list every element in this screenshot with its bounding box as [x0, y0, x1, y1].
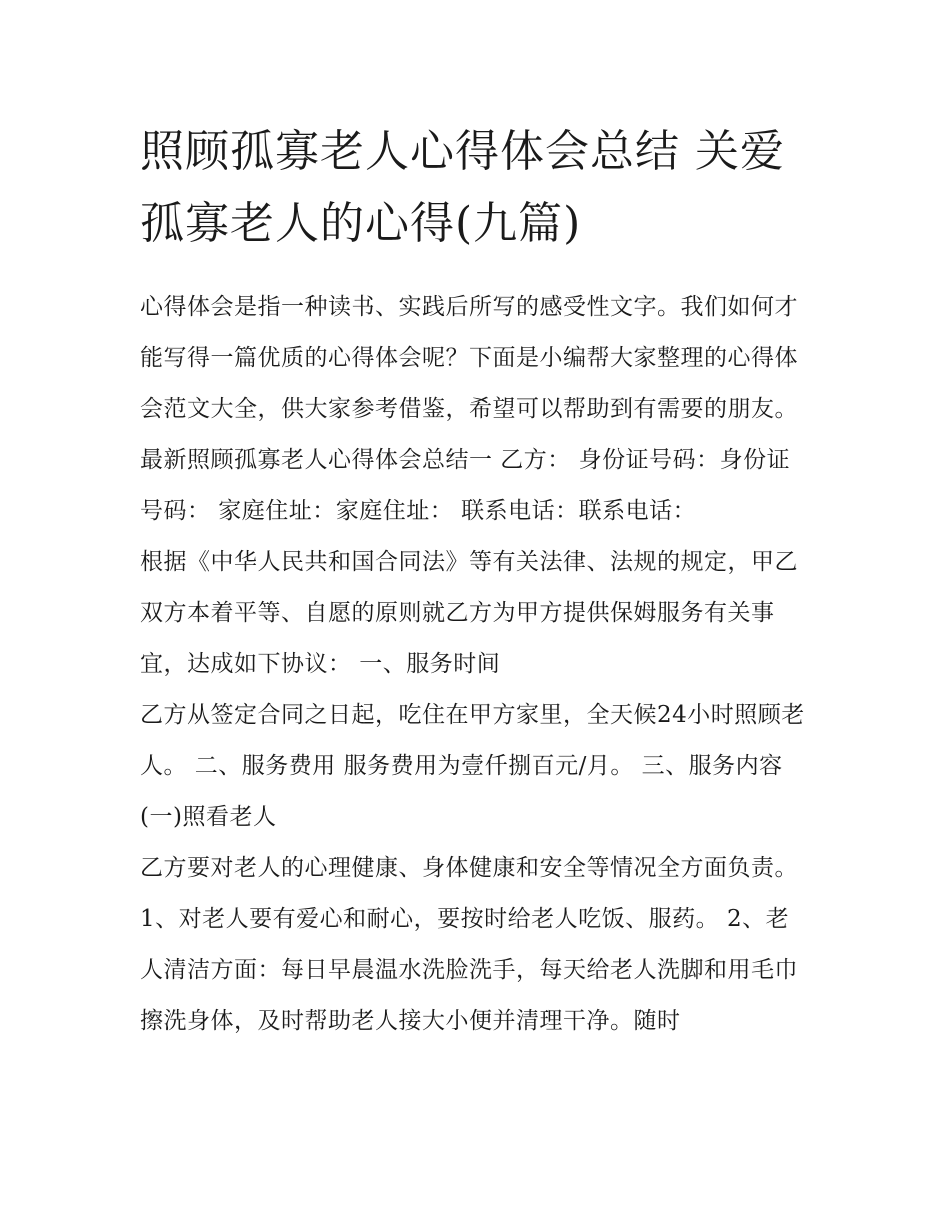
paragraph-agreement: 根据《中华人民共和国合同法》等有关法律、法规的规定，甲乙双方本着平等、自愿的原则就乙方为甲方提供保姆服务有关事宜，达成如下协议： 一、服务时间: [140, 549, 798, 677]
paragraph-parties: 最新照顾孤寡老人心得体会总结一 乙方： 身份证号码：身份证号码： 家庭住址：家庭住址： 联系电话：联系电话：: [140, 447, 791, 524]
document-page: [140, 116, 812, 1047]
paragraph-intro: 心得体会是指一种读书、实践后所写的感受性文字。我们如何才能写得一篇优质的心得体会呢？下面是小编帮大家整理的心得体会范文大全，供大家参考借鉴，希望可以帮助到有需要的朋友。: [140, 294, 798, 422]
document-title: 照顾孤寡老人心得体会总结 关爱孤寡老人的心得(九篇): [140, 126, 785, 249]
paragraph-service-terms: 乙方从签定合同之日起，吃住在甲方家里，全天候24小时照顾老人。 二、服务费用 服务费用为壹仟捌百元/月。 三、服务内容 (一)照看老人: [140, 702, 805, 830]
paragraph-care-duties: 乙方要对老人的心理健康、身体健康和安全等情况全方面负责。 1、对老人要有爱心和耐心，要按时给老人吃饭、服药。 2、老人清洁方面：每日早晨温水洗脸洗手，每天给老人洗脚和用毛巾擦洗身体，及时帮助老人接大小便并清理干净。随时: [140, 855, 798, 1034]
